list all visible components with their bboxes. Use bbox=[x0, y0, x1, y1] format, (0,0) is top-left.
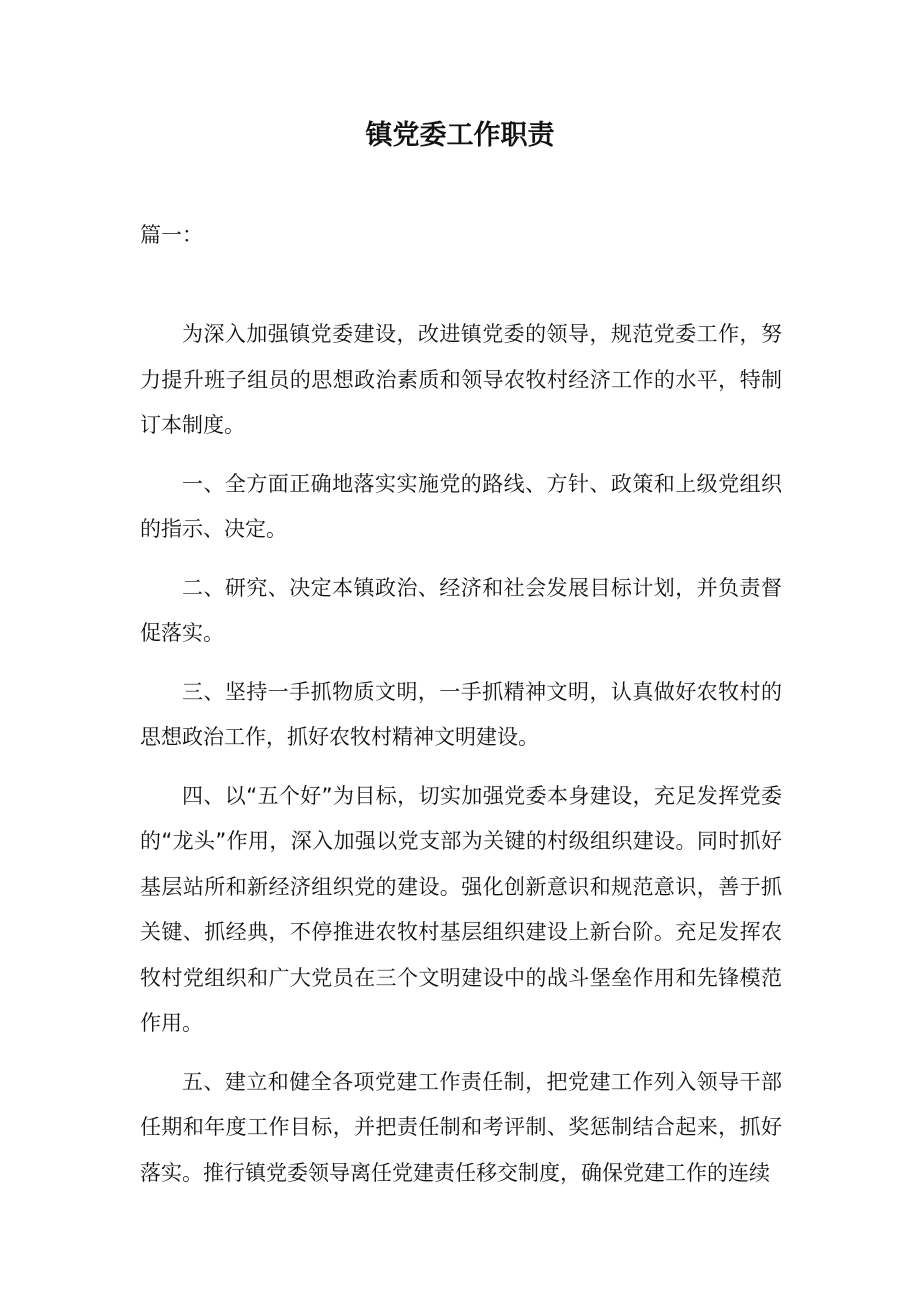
paragraph-item-1: 一、全方面正确地落实实施党的路线、方针、政策和上级党组织的指示、决定。 bbox=[140, 471, 782, 541]
paragraph-intro: 为深入加强镇党委建设，改进镇党委的领导，规范党委工作，努力提升班子组员的思想政治素质和领导农牧村经济工作的水平，特制订本制度。 bbox=[140, 322, 782, 437]
paragraph-item-2: 二、研究、决定本镇政治、经济和社会发展目标计划，并负责督促落实。 bbox=[140, 575, 782, 645]
paragraph-item-3: 三、坚持一手抓物质文明，一手抓精神文明，认真做好农牧村的思想政治工作，抓好农牧村精神文明建设。 bbox=[140, 679, 782, 749]
document-title: 镇党委工作职责 bbox=[365, 120, 555, 151]
document-body bbox=[140, 312, 782, 1196]
paragraph-item-4: 四、以“五个好”为目标，切实加强党委本身建设，充足发挥党委的“龙头”作用，深入加强以党支部为关键的村级组织建设。同时抓好基层站所和新经济组织党的建设。强化创新意识和规范意识，善于抓关键、抓经典，不停推进农牧村基层组织建设上新台阶。充足发挥农牧村党组织和广大党员在三个文明建设中的战斗堡垒作用和先锋模范作用。 bbox=[140, 783, 782, 1035]
paragraph-item-5: 五、建立和健全各项党建工作责任制，把党建工作列入领导干部任期和年度工作目标，并把责任制和考评制、奖惩制结合起来，抓好落实。推行镇党委领导离任党建责任移交制度，确保党建工作的连续 bbox=[140, 1069, 782, 1185]
section-label: 篇一： bbox=[140, 223, 203, 247]
